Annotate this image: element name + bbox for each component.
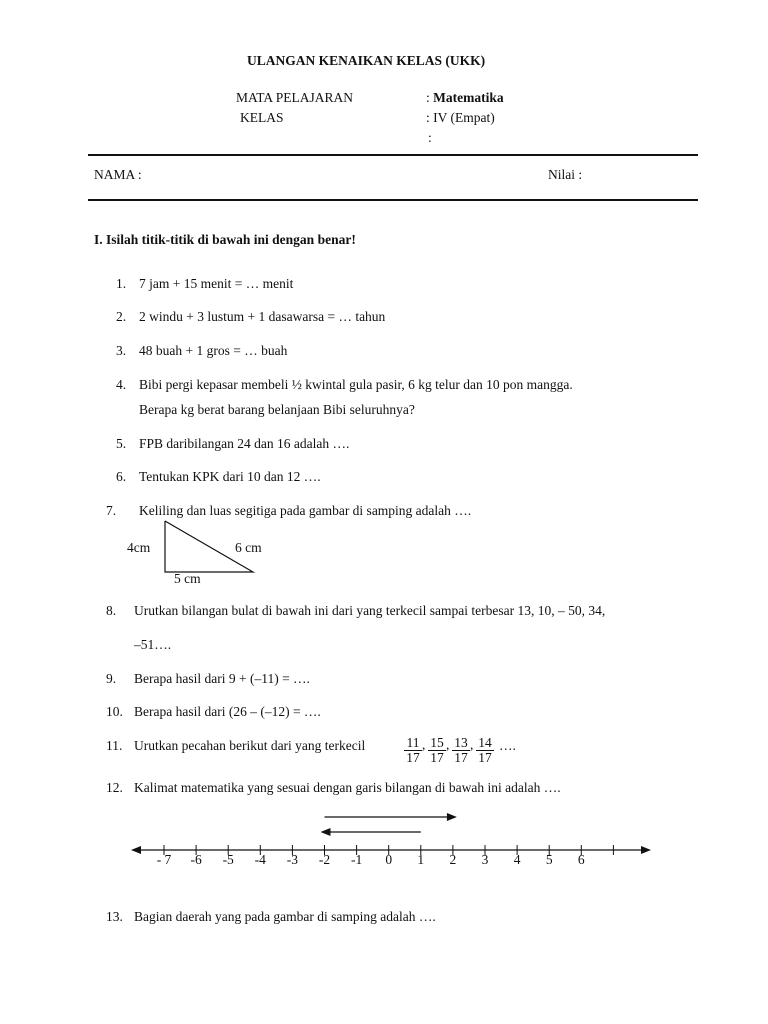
question-text: Tentukan KPK dari 10 dan 12 ….: [139, 469, 321, 484]
triangle-base-label: 5 cm: [174, 571, 201, 586]
question-text-cont: Berapa kg berat barang belanjaan Bibi seluruhnya?: [139, 402, 415, 417]
fraction-numerator: 13: [452, 736, 470, 751]
fraction: [452, 736, 470, 765]
question-number: 13.: [106, 909, 123, 924]
extra-colon: :: [428, 130, 432, 145]
number-line-label: -1: [350, 852, 363, 867]
question-text: Bagian daerah yang pada gambar di samping adalah ….: [134, 909, 436, 924]
class-label: KELAS: [240, 110, 284, 125]
question-number: 12.: [106, 780, 123, 795]
fraction-denominator: 17: [454, 750, 468, 765]
question-number: 1.: [116, 276, 127, 291]
question-number: 10.: [106, 704, 123, 719]
fraction-separator: ,: [470, 737, 474, 752]
fraction-separator: ,: [446, 737, 450, 752]
section-heading: I. Isilah titik-titik di bawah ini dengan benar!: [94, 232, 356, 247]
number-line-label: 3: [481, 852, 489, 867]
score-label: Nilai :: [548, 167, 583, 182]
number-line-label: 4: [513, 852, 521, 867]
subject-colon: :: [426, 90, 434, 105]
fraction: [428, 736, 446, 765]
fraction-numerator: 15: [428, 736, 446, 751]
question-text: Bibi pergi kepasar membeli ½ kwintal gula pasir, 6 kg telur dan 10 pon mangga.: [139, 377, 573, 392]
question-text: 2 windu + 3 lustum + 1 dasawarsa = … tahun: [139, 309, 386, 324]
triangle-hyp-label: 6 cm: [235, 540, 262, 555]
number-line-arrow-bottom-head: [321, 828, 331, 836]
number-line-label: 6: [577, 852, 585, 867]
number-line-label: - 7: [156, 852, 172, 867]
question-text: Keliling dan luas segitiga pada gambar di samping adalah ….: [139, 503, 472, 518]
fraction-numerator: 11: [404, 736, 422, 751]
question-text: Berapa hasil dari 9 + (–11) = ….: [134, 671, 310, 686]
number-line-arrow-top-head: [447, 813, 457, 821]
number-line-label: -4: [254, 852, 266, 867]
fraction-denominator: 17: [478, 750, 492, 765]
subject-value: Matematika: [433, 90, 504, 105]
number-line-label: -3: [286, 852, 299, 867]
name-label: NAMA :: [94, 167, 142, 182]
question-text: Urutkan pecahan berikut dari yang terkecil: [134, 738, 366, 753]
question-number: 11.: [106, 738, 123, 753]
fraction-separator: ,: [422, 737, 426, 752]
subject-label: MATA PELAJARAN: [236, 90, 354, 105]
fraction-numerator: 14: [476, 736, 494, 751]
fraction-denominator: 17: [430, 750, 444, 765]
number-line-label: -6: [190, 852, 202, 867]
number-line-label: -5: [222, 852, 234, 867]
number-line-right-arrowhead: [641, 846, 651, 854]
question-number: 8.: [106, 603, 117, 618]
number-line-label: -2: [318, 852, 331, 867]
question-number: 4.: [116, 377, 127, 392]
class-value: : IV (Empat): [426, 110, 495, 125]
question-text: 7 jam + 15 menit = … menit: [139, 276, 294, 291]
number-line-label: 1: [417, 852, 425, 867]
question-text: Urutkan bilangan bulat di bawah ini dari yang terkecil sampai terbesar 13, 10, – 50, 34,: [134, 603, 606, 618]
question-text: Kalimat matematika yang sesuai dengan garis bilangan di bawah ini adalah ….: [134, 780, 561, 795]
number-line-left-arrowhead: [131, 846, 141, 854]
fraction-denominator: 17: [406, 750, 420, 765]
number-line-label: 0: [385, 852, 393, 867]
question-text-cont: –51….: [134, 637, 172, 652]
question-number: 3.: [116, 343, 127, 358]
question-number: 5.: [116, 436, 127, 451]
question-number: 7.: [106, 503, 117, 518]
question-number: 9.: [106, 671, 117, 686]
triangle-left-label: 4cm: [127, 540, 151, 555]
question-text-ellipsis: ….: [499, 738, 516, 753]
question-text: Berapa hasil dari (26 – (–12) = ….: [134, 704, 321, 719]
question-number: 6.: [116, 469, 127, 484]
number-line-label: 2: [449, 852, 457, 867]
question-text: 48 buah + 1 gros = … buah: [139, 343, 288, 358]
page-title: ULANGAN KENAIKAN KELAS (UKK): [247, 53, 486, 68]
question-number: 2.: [116, 309, 127, 324]
question-text: FPB daribilangan 24 dan 16 adalah ….: [139, 436, 350, 451]
fraction: [404, 736, 422, 765]
fraction: [476, 736, 494, 765]
number-line-label: 5: [545, 852, 553, 867]
